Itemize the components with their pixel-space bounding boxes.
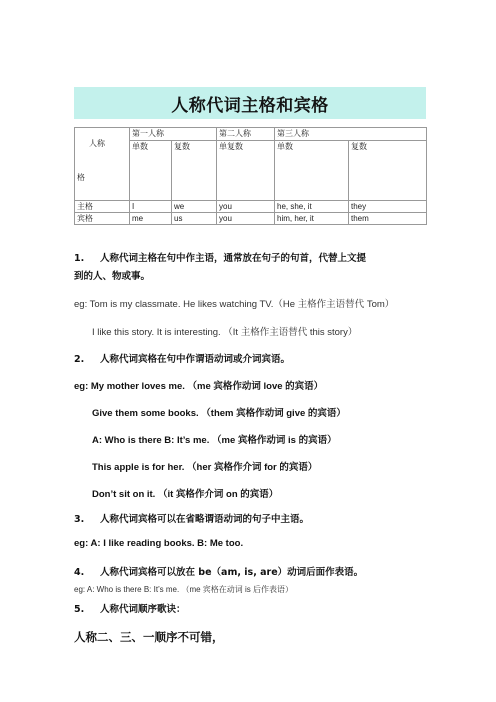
- example-line: I like this story. It is interesting. （It 主格作主语替代 this story）: [92, 327, 358, 338]
- header-first-person: 第一人称: [130, 128, 217, 141]
- example-line: Don’t sit on it. （it 宾格作介词 on 的宾语）: [92, 489, 279, 500]
- section-2-heading: 2. 人称代词宾格在句中作谓语动词或介词宾语。: [74, 354, 291, 365]
- table-row: [75, 213, 427, 225]
- example-line: A: Who is there B: It’s me. （me 宾格作动词 is 的宾语）: [92, 435, 337, 446]
- table-cell: he, she, it: [275, 201, 349, 213]
- example-line: This apple is for her. （her 宾格作介词 for 的宾语）: [92, 462, 318, 473]
- header-second-person: 第二人称: [217, 128, 275, 141]
- table-cell: we: [172, 201, 217, 213]
- table-cell: you: [217, 213, 275, 225]
- section-1-heading: 1. 人称代词主格在句中作主语，通常放在句子的句首，代替上文提: [74, 253, 367, 264]
- table-cell: you: [217, 201, 275, 213]
- table-row: [75, 201, 427, 213]
- section-1-heading-cont: 到的人、物或事。: [74, 271, 151, 282]
- table-cell: they: [349, 201, 427, 213]
- table-cell: I: [130, 201, 172, 213]
- subheader-cell: 单复数: [217, 141, 275, 201]
- pronoun-table: [74, 127, 427, 225]
- row-label-nominative: 主格: [75, 201, 130, 213]
- corner-label-person: 人称: [89, 139, 105, 148]
- example-line: eg: A: I like reading books. B: Me too.: [74, 538, 244, 549]
- page-title: 人称代词主格和宾格: [171, 95, 329, 116]
- table-cell: him, her, it: [275, 213, 349, 225]
- example-line: eg: My mother loves me. （me 宾格作动词 love 的宾语）: [74, 381, 324, 392]
- table-corner-cell: [75, 128, 130, 201]
- subheader-cell: 复数: [349, 141, 427, 201]
- table-cell: them: [349, 213, 427, 225]
- table-cell: me: [130, 213, 172, 225]
- header-third-person: 第三人称: [275, 128, 427, 141]
- table-header-row: [75, 128, 427, 141]
- example-line: Give them some books. （them 宾格作动词 give 的宾语）: [92, 408, 346, 419]
- example-line: eg: A: Who is there B: It’s me. （me 宾格在动词 is 后作表语）: [74, 585, 294, 594]
- rhyme-line: 人称二、三、一顺序不可错，: [74, 630, 224, 644]
- corner-label-case: 格: [77, 173, 85, 182]
- subheader-cell: 单数: [130, 141, 172, 201]
- example-line: eg: Tom is my classmate. He likes watching TV.（He 主格作主语替代 Tom）: [74, 299, 395, 310]
- subheader-cell: 复数: [172, 141, 217, 201]
- section-5-heading: 5. 人称代词顺序歌诀：: [74, 604, 186, 615]
- title-band: [74, 87, 426, 119]
- section-3-heading: 3. 人称代词宾格可以在省略谓语动词的句子中主语。: [74, 514, 310, 525]
- row-label-objective: 宾格: [75, 213, 130, 225]
- table-cell: us: [172, 213, 217, 225]
- section-4-heading: 4. 人称代词宾格可以放在 be（am, is, are）动词后面作表语。: [74, 567, 364, 578]
- subheader-cell: 单数: [275, 141, 349, 201]
